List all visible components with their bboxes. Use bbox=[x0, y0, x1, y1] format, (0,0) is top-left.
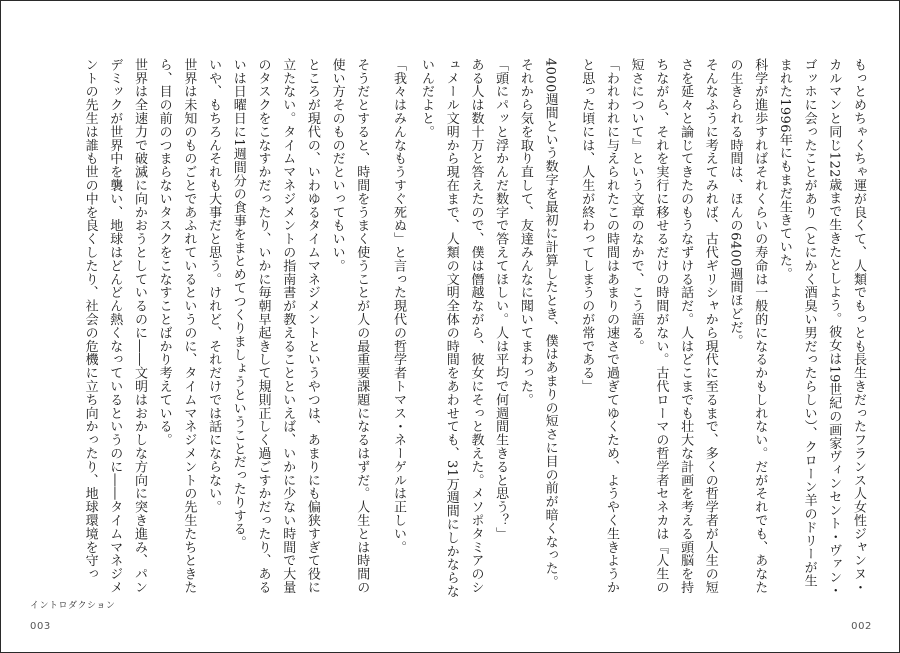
running-head: イントロダクション bbox=[30, 601, 116, 611]
right-paragraph-4: 「われわれに与えられたこの時間はあまりの速さで過ぎてゆくため、ようやく生きようかと思った頃には、人生が終わってしまうのが常である」 bbox=[579, 58, 619, 594]
right-paragraph-7: ある人は数十万と答えたので、僕は僭越ながら、彼女にそっと教えた。メソポタミアのシュメール文明から現在まで、人類の文明全体の時間をあわせても、31万週間にしかならないんだよと。 bbox=[419, 58, 484, 598]
right-paragraph-1: もっとめちゃくちゃ運が良くて、人類でもっとも長生きだったフランス人女性ジャンヌ・カルマンと同じ122歳まで生きたとしよう。彼女は19世紀の画家ヴィンセント・ヴァン・ゴッホに会ったことがあり（とにかく酒臭い男だったらしい）、クローン羊のドリーが生まれた1996年にもまだ生きていた。 bbox=[776, 58, 866, 598]
left-page-body-text bbox=[30, 58, 410, 598]
right-paragraph-3: そんなふうに考えてみれば、古代ギリシャから現代に至るまで、多くの哲学者が人生の短さを延々と論じてきたのもうなずける話だ。人はどこまでも壮大な計画を考える頭脳を持ちながら、それを実行に移せるだけの時間がない。古代ローマの哲学者セネカは『人生の短さについて』という文章のなかで、こう語る。 bbox=[628, 58, 718, 594]
right-page-body-text bbox=[419, 58, 870, 598]
page-number-right: 002 bbox=[851, 621, 872, 632]
left-paragraph-4: いや、もちろんそれも大事だと思う。けれど、それだけでは話にならない。 bbox=[206, 58, 222, 514]
page-number-left: 003 bbox=[30, 621, 51, 632]
left-paragraph-3: ところが現代の、いわゆるタイムマネジメントというやつは、あまりにも偏狭すぎて役に立たない。タイムマネジメントの指南書が教えることといえば、いかに少ない時間で大量のタスクをこなすかだったり、いかに毎朝早起きして規則正しく過ごすかだったり、あるいは日曜日に1週間分の食事をまとめてつくりましょうということだったりする。 bbox=[230, 58, 320, 594]
right-paragraph-6: 「頭にパッと浮かんだ数字で答えてほしい。人は平均で何週間生きると思う？」 bbox=[493, 58, 509, 541]
left-paragraph-5: 世界は未知のものごとであふれているというのに、タイムマネジメントの先生たちときたら、目の前のつまらないタスクをこなすことばかり考えている。 bbox=[156, 58, 197, 594]
right-paragraph-2: 科学が進歩すればそれくらいの寿命は一般的になるかもしれない。だがそれでも、あなたの生きられる時間は、ほんの6400週間ほどだ。 bbox=[727, 58, 768, 594]
right-page bbox=[419, 0, 900, 653]
left-paragraph-6: 世界は全速力で破滅に向かおうとしているのに――文明はおかしな方向に突き進み、パンデミックが世界中を襲い、地球はどんどん熱くなっているというのに――タイムマネジメントの先生は誰も世の中を良くしたり、社会の危機に立ち向かったり、地球環境を守っ bbox=[82, 58, 147, 594]
left-paragraph-2: そうだとすると、時間をうまく使うことが人の最重要課題になるはずだ。人生とは時間の使い方そのものだといってもいい。 bbox=[329, 58, 370, 594]
left-paragraph-1: 「我々はみんなもうすぐ死ぬ」と言った現代の哲学者トマス・ネーゲルは正しい。 bbox=[391, 58, 406, 554]
right-paragraph-5: 4000週間という数字を最初に計算したとき、僕はあまりの短さに目の前が暗くなった。それから気を取り直して、友達みんなに聞いてまわった。 bbox=[517, 58, 558, 589]
